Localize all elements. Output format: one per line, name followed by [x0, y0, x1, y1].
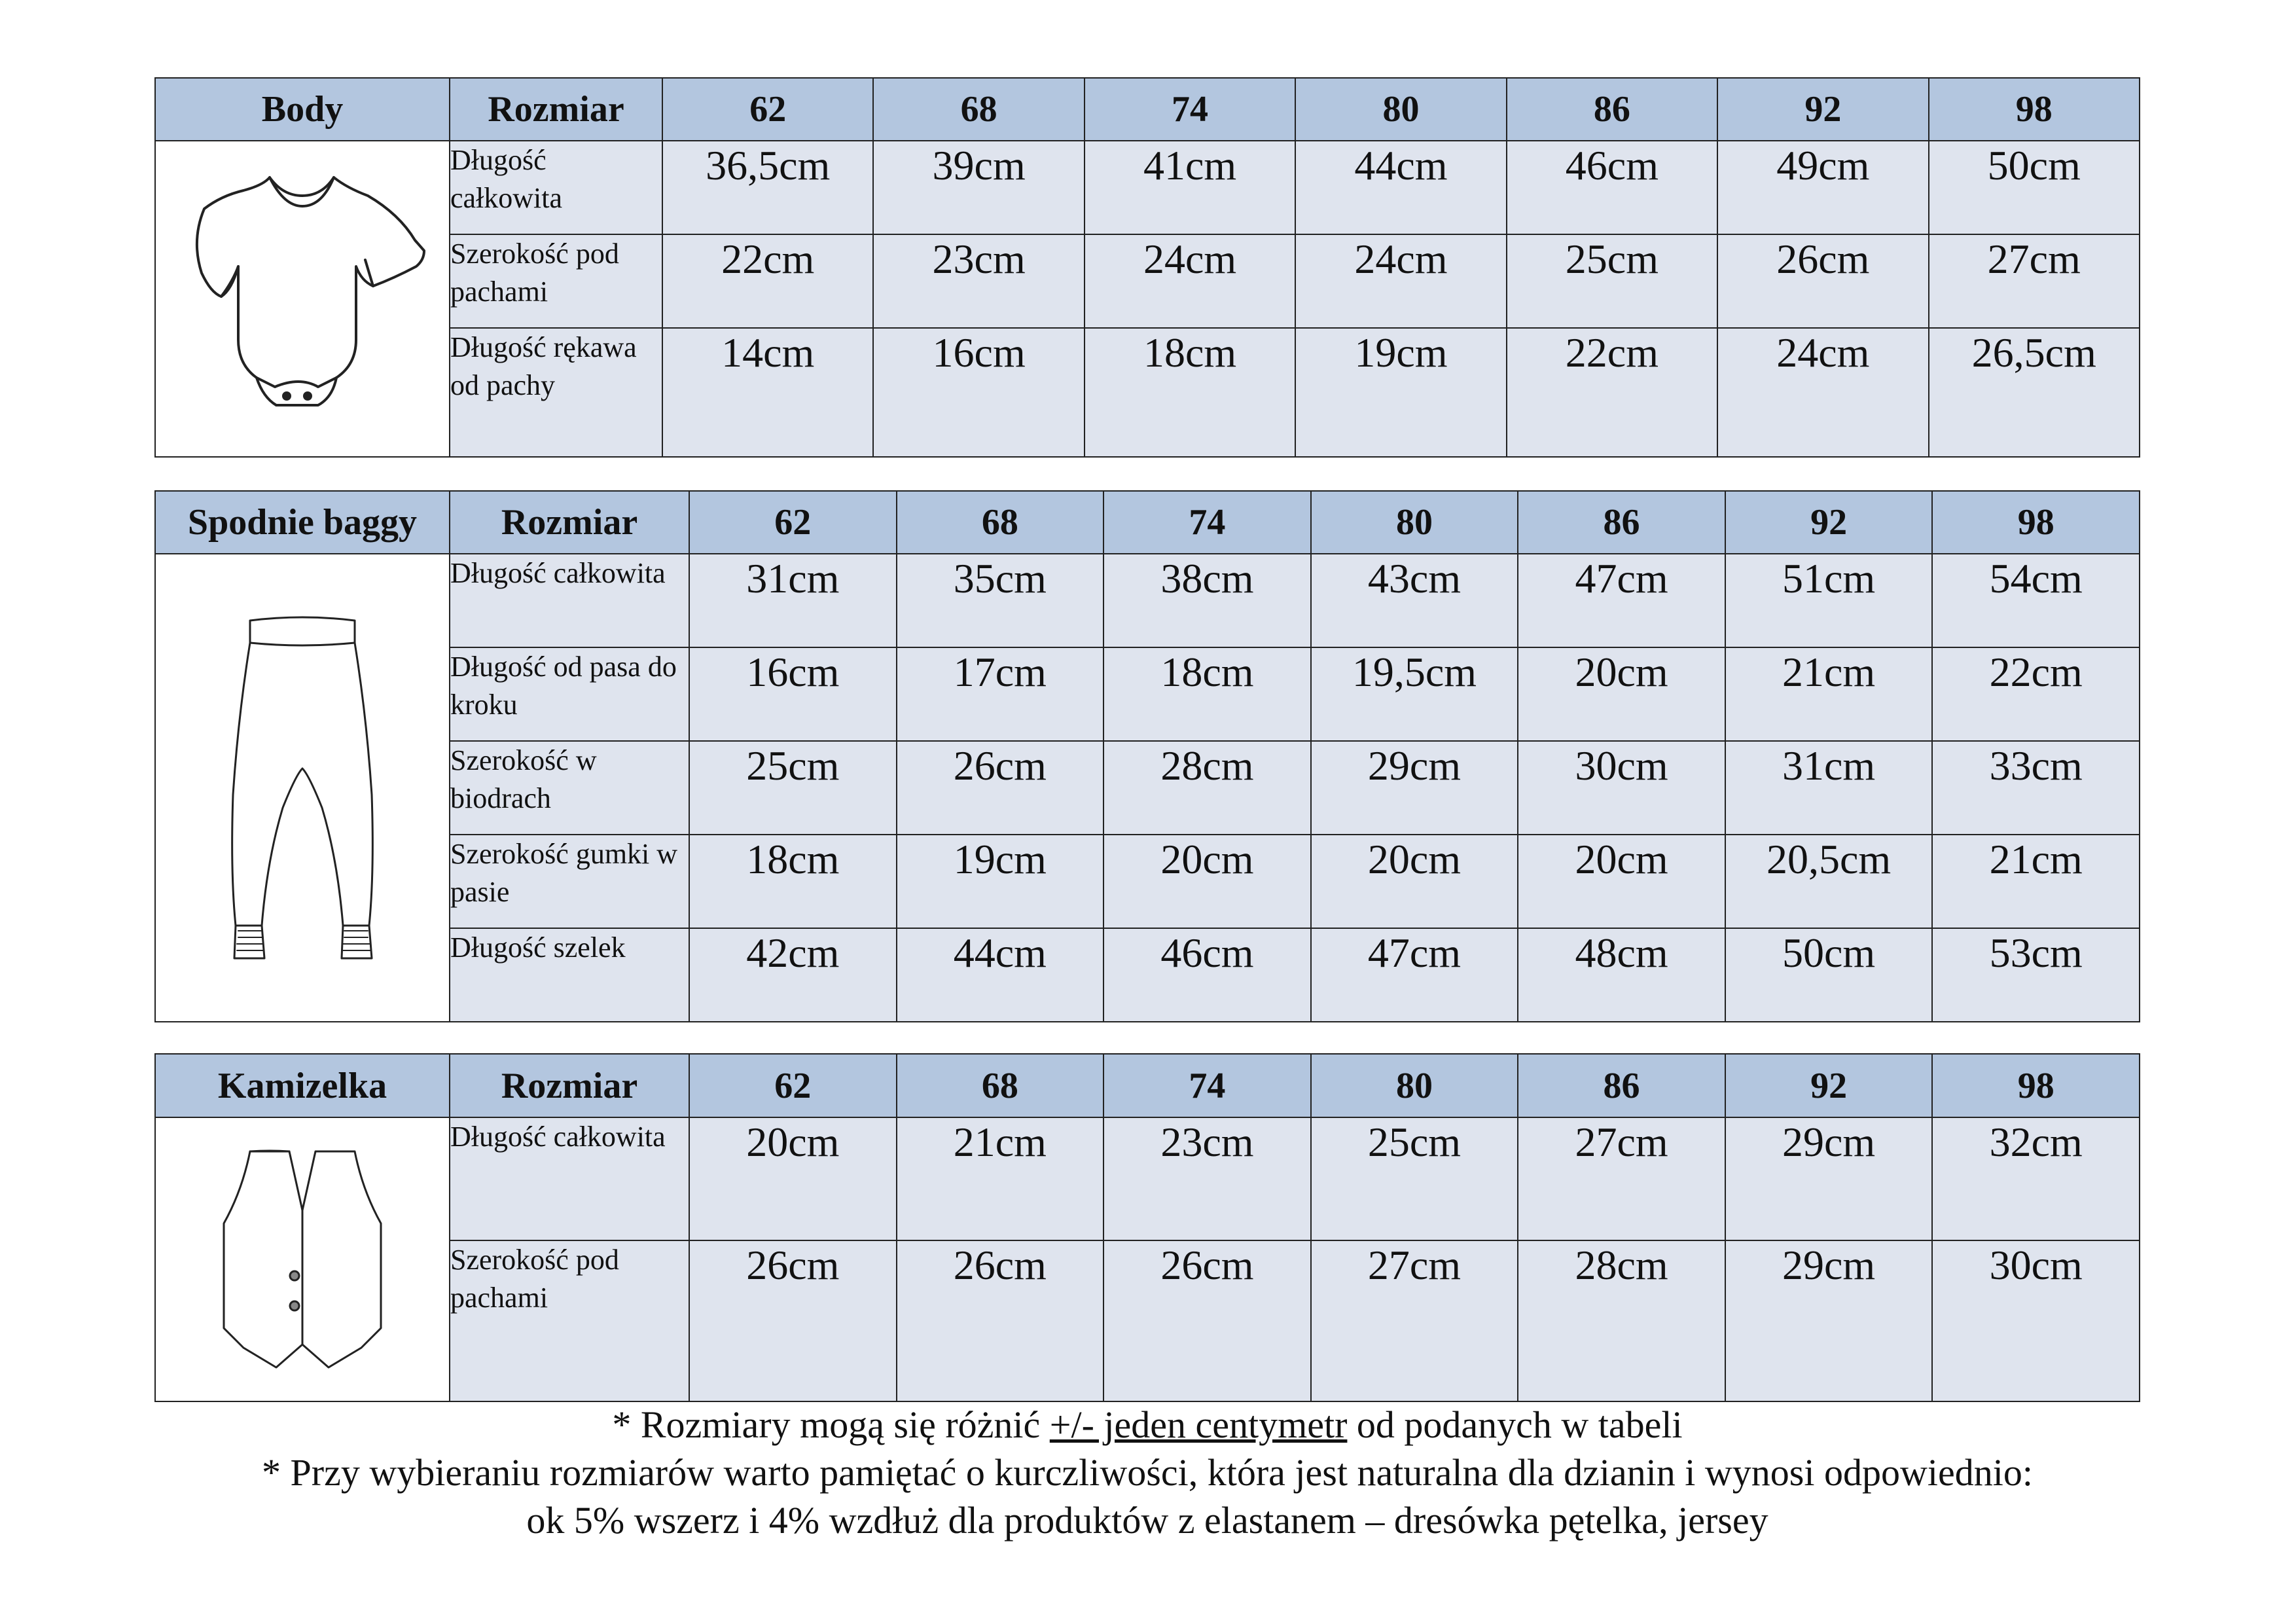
size-header: 80 — [1311, 1054, 1518, 1117]
size-header: 74 — [1103, 491, 1311, 554]
measurement-value: 21cm — [1932, 835, 2140, 928]
size-header: 68 — [897, 491, 1104, 554]
measurement-value: 25cm — [689, 741, 897, 835]
measurement-label: Długość szelek — [450, 928, 689, 1022]
measurement-value: 20cm — [1518, 835, 1725, 928]
measurement-value: 44cm — [897, 928, 1104, 1022]
measurement-value: 26cm — [689, 1240, 897, 1401]
size-header: 80 — [1295, 78, 1506, 141]
measurement-value: 46cm — [1507, 141, 1717, 234]
measurement-value: 50cm — [1725, 928, 1933, 1022]
notes — [154, 1401, 2140, 1544]
measurement-value: 29cm — [1725, 1240, 1933, 1401]
size-header: 68 — [873, 78, 1084, 141]
measurement-value: 54cm — [1932, 554, 2140, 647]
note-1-post: od podanych w tabeli — [1347, 1403, 1683, 1446]
measurement-value: 20,5cm — [1725, 835, 1933, 928]
size-header: 98 — [1929, 78, 2140, 141]
size-header: 62 — [689, 1054, 897, 1117]
table-row — [155, 234, 2140, 328]
product-illustration — [155, 554, 450, 1022]
measurement-value: 22cm — [1507, 328, 1717, 457]
measurement-value: 49cm — [1717, 141, 1928, 234]
measurement-value: 24cm — [1085, 234, 1295, 328]
size-label: Rozmiar — [450, 1054, 689, 1117]
size-header: 92 — [1725, 1054, 1933, 1117]
measurement-value: 48cm — [1518, 928, 1725, 1022]
note-line-1 — [154, 1401, 2140, 1449]
note-1-underlined: +/- jeden centymetr — [1049, 1403, 1348, 1446]
measurement-value: 44cm — [1295, 141, 1506, 234]
size-header: 86 — [1507, 78, 1717, 141]
table-row — [155, 328, 2140, 457]
measurement-value: 18cm — [1103, 647, 1311, 741]
measurement-value: 46cm — [1103, 928, 1311, 1022]
measurement-value: 36,5cm — [662, 141, 873, 234]
product-name: Body — [155, 78, 450, 141]
table-row — [155, 554, 2140, 647]
measurement-value: 51cm — [1725, 554, 1933, 647]
measurement-value: 16cm — [873, 328, 1084, 457]
table-header-row — [155, 491, 2140, 554]
measurement-value: 24cm — [1717, 328, 1928, 457]
vest-icon — [217, 1138, 387, 1380]
measurement-value: 21cm — [1725, 647, 1933, 741]
measurement-value: 27cm — [1311, 1240, 1518, 1401]
measurement-value: 22cm — [662, 234, 873, 328]
table-header-row — [155, 1054, 2140, 1117]
measurement-value: 18cm — [689, 835, 897, 928]
measurement-value: 35cm — [897, 554, 1104, 647]
measurement-value: 27cm — [1929, 234, 2140, 328]
measurement-value: 19cm — [897, 835, 1104, 928]
measurement-value: 19cm — [1295, 328, 1506, 457]
size-header: 74 — [1103, 1054, 1311, 1117]
table-row — [155, 741, 2140, 835]
product-illustration — [155, 141, 450, 457]
measurement-value: 29cm — [1725, 1117, 1933, 1240]
size-header: 86 — [1518, 1054, 1725, 1117]
size-header: 74 — [1085, 78, 1295, 141]
measurement-value: 33cm — [1932, 741, 2140, 835]
size-header: 92 — [1717, 78, 1928, 141]
table-header-row — [155, 78, 2140, 141]
size-header: 62 — [662, 78, 873, 141]
measurement-value: 25cm — [1507, 234, 1717, 328]
size-header: 86 — [1518, 491, 1725, 554]
measurement-value: 47cm — [1311, 928, 1518, 1022]
measurement-value: 23cm — [1103, 1117, 1311, 1240]
measurement-value: 41cm — [1085, 141, 1295, 234]
measurement-value: 29cm — [1311, 741, 1518, 835]
size-label: Rozmiar — [450, 78, 662, 141]
measurement-value: 26cm — [1103, 1240, 1311, 1401]
measurement-value: 26cm — [897, 741, 1104, 835]
product-name: Kamizelka — [155, 1054, 450, 1117]
product-name: Spodnie baggy — [155, 491, 450, 554]
measurement-value: 47cm — [1518, 554, 1725, 647]
product-illustration — [155, 1117, 450, 1401]
note-line-3: ok 5% wszerz i 4% wzdłuż dla produktów z elastanem – dresówka pętelka, jersey — [526, 1499, 1768, 1542]
measurement-value: 24cm — [1295, 234, 1506, 328]
measurement-value: 26,5cm — [1929, 328, 2140, 457]
measurement-value: 32cm — [1932, 1117, 2140, 1240]
measurement-value: 43cm — [1311, 554, 1518, 647]
measurement-value: 17cm — [897, 647, 1104, 741]
measurement-value: 27cm — [1518, 1117, 1725, 1240]
measurement-value: 19,5cm — [1311, 647, 1518, 741]
baggy-pants-icon — [204, 611, 401, 965]
measurement-label: Długość całkowita — [450, 554, 689, 647]
measurement-value: 31cm — [689, 554, 897, 647]
note-1-pre: * Rozmiary mogą się różnić — [612, 1403, 1050, 1446]
size-header: 98 — [1932, 1054, 2140, 1117]
measurement-value: 30cm — [1518, 741, 1725, 835]
measurement-value: 28cm — [1518, 1240, 1725, 1401]
measurement-value: 39cm — [873, 141, 1084, 234]
measurement-label: Długość rękawa od pachy — [450, 328, 662, 457]
table-row — [155, 835, 2140, 928]
measurement-label: Szerokość pod pachami — [450, 234, 662, 328]
measurement-label: Szerokość w biodrach — [450, 741, 689, 835]
measurement-value: 50cm — [1929, 141, 2140, 234]
size-header: 80 — [1311, 491, 1518, 554]
size-label: Rozmiar — [450, 491, 689, 554]
table-row — [155, 1117, 2140, 1240]
measurement-label: Szerokość pod pachami — [450, 1240, 689, 1401]
measurement-value: 20cm — [689, 1117, 897, 1240]
measurement-value: 53cm — [1932, 928, 2140, 1022]
measurement-value: 21cm — [897, 1117, 1104, 1240]
size-table-pants — [154, 490, 2140, 1022]
measurement-value: 28cm — [1103, 741, 1311, 835]
measurement-value: 20cm — [1311, 835, 1518, 928]
size-header: 68 — [897, 1054, 1104, 1117]
measurement-value: 18cm — [1085, 328, 1295, 457]
note-line-2: * Przy wybieraniu rozmiarów warto pamiętać o kurczliwości, która jest naturalna dla dzianin i wynosi odpowiednio: — [262, 1451, 2033, 1494]
measurement-value: 38cm — [1103, 554, 1311, 647]
size-table-vest — [154, 1053, 2140, 1402]
measurement-label: Długość całkowita — [450, 1117, 689, 1240]
measurement-value: 16cm — [689, 647, 897, 741]
table-row — [155, 1240, 2140, 1401]
size-header: 92 — [1725, 491, 1933, 554]
table-row — [155, 647, 2140, 741]
size-header: 98 — [1932, 491, 2140, 554]
size-table-body — [154, 77, 2140, 458]
measurement-value: 42cm — [689, 928, 897, 1022]
bodysuit-icon — [165, 168, 440, 430]
size-header: 62 — [689, 491, 897, 554]
measurement-value: 31cm — [1725, 741, 1933, 835]
measurement-label: Długość od pasa do kroku — [450, 647, 689, 741]
measurement-label: Szerokość gumki w pasie — [450, 835, 689, 928]
measurement-value: 26cm — [1717, 234, 1928, 328]
measurement-value: 26cm — [897, 1240, 1104, 1401]
measurement-value: 30cm — [1932, 1240, 2140, 1401]
measurement-value: 22cm — [1932, 647, 2140, 741]
measurement-value: 25cm — [1311, 1117, 1518, 1240]
measurement-value: 14cm — [662, 328, 873, 457]
measurement-value: 20cm — [1103, 835, 1311, 928]
measurement-value: 20cm — [1518, 647, 1725, 741]
table-row — [155, 928, 2140, 1022]
measurement-label: Długość całkowita — [450, 141, 662, 234]
measurement-value: 23cm — [873, 234, 1084, 328]
table-row — [155, 141, 2140, 234]
